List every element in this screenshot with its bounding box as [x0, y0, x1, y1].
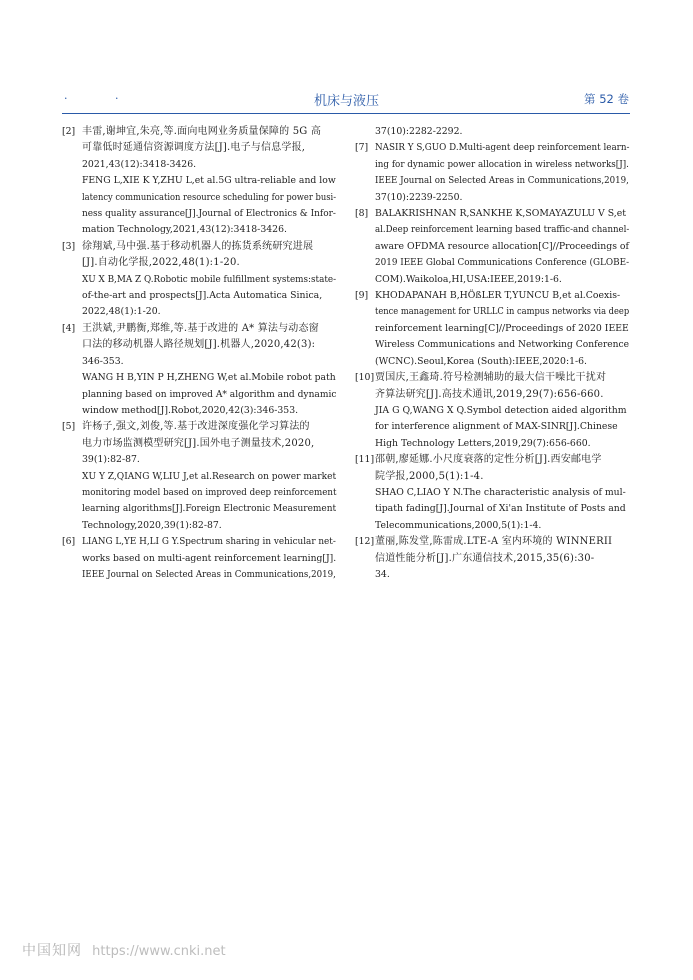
cnki-watermark	[22, 940, 226, 960]
reference-line: 齐算法研究[J].高技术通讯,2019,29(7):656-660.	[375, 388, 604, 400]
reference-line: planning based on improved A* algorithm and dynamic	[82, 388, 337, 400]
reference-line: XU Y Z,QIANG W,LIU J,et al.Research on power market	[82, 470, 337, 482]
reference-line: al.Deep reinforcement learning based traffic-and channel-	[375, 224, 630, 236]
header-dots: · ·	[64, 92, 141, 105]
reference-line: WANG H B,YIN P H,ZHENG W,et al.Mobile robot path	[82, 372, 336, 384]
reference-line: learning algorithms[J].Foreign Electronic Measurement	[82, 503, 337, 515]
volume-label: 第 52 卷	[584, 92, 629, 106]
reference-line: window method[J].Robot,2020,42(3):346-353.	[82, 404, 299, 416]
reference-line: 贾国庆,王鑫琦.符号检测辅助的最大信干噪比干扰对	[375, 372, 607, 384]
references-right-column	[355, 124, 629, 583]
reference-line: 院学报,2000,5(1):1-4.	[375, 470, 484, 482]
reference-number: [9]	[355, 290, 369, 302]
reference-entry	[62, 419, 336, 534]
reference-number: [8]	[355, 208, 369, 220]
reference-line: monitoring model based on improved deep reinforcement	[82, 486, 337, 498]
reference-number: [11]	[355, 454, 375, 466]
reference-line: IEEE Journal on Selected Areas in Communications,2019,	[82, 568, 336, 580]
reference-entry	[355, 370, 629, 452]
reference-line: FENG L,XIE K Y,ZHU L,et al.5G ultra-reliable and low	[82, 175, 336, 187]
reference-line: 王洪斌,尹鹏衡,郑维,等.基于改进的 A* 算法与动态窗	[82, 322, 319, 334]
reference-line: 徐翔斌,马中强.基于移动机器人的拣货系统研究进展	[82, 240, 314, 252]
reference-line: 2019 IEEE Global Communications Conference (GLOBE-	[375, 257, 630, 269]
reference-line: 37(10):2282-2292.	[375, 126, 463, 137]
reference-number: [10]	[355, 372, 375, 384]
reference-line: 34.	[375, 568, 390, 580]
reference-entry	[62, 321, 336, 419]
reference-entry	[62, 239, 336, 321]
reference-line: 丰雷,谢坤宜,朱亮,等.面向电网业务质量保障的 5G 高	[82, 126, 322, 137]
reference-number: [6]	[62, 536, 76, 548]
reference-line: for interference alignment of MAX-SINR[J].Chinese	[375, 421, 618, 433]
reference-line: Wireless Communications and Networking Conference	[375, 339, 630, 351]
cnki-url: https://www.cnki.net	[92, 944, 226, 959]
reference-line: 346-353.	[82, 355, 124, 367]
reference-entry	[355, 452, 629, 534]
reference-line: 可靠低时延通信资源调度方法[J].电子与信息学报,	[82, 142, 306, 154]
reference-line: tipath fading[J].Journal of Xi'an Institute of Posts and	[375, 503, 626, 515]
reference-line: 邵朝,廖延娜.小尺度衰落的定性分析[J].西安邮电学	[375, 454, 602, 466]
reference-line: 信道性能分析[J].广东通信技术,2015,35(6):30-	[375, 552, 595, 564]
reference-entry	[355, 534, 629, 583]
reference-line: aware OFDMA resource allocation[C]//Proceedings of	[375, 240, 629, 252]
reference-line: BALAKRISHNAN R,SANKHE K,SOMAYAZULU V S,et	[375, 208, 626, 220]
reference-line: 2022,48(1):1-20.	[82, 306, 161, 318]
reference-line: KHODAPANAH B,HÖßLER T,YUNCU B,et al.Coexis-	[375, 290, 621, 302]
reference-line: JIA G Q,WANG X Q.Symbol detection aided algorithm	[375, 404, 627, 416]
reference-line: reinforcement learning[C]//Proceedings of 2020 IEEE	[375, 322, 629, 334]
reference-number: [7]	[355, 142, 369, 154]
reference-line: Telecommunications,2000,5(1):1-4.	[375, 519, 542, 531]
reference-line: 37(10):2239-2250.	[375, 191, 463, 203]
reference-entry	[355, 140, 629, 206]
journal-title: 机床与液压	[313, 94, 379, 109]
reference-number: [12]	[355, 536, 375, 548]
reference-number: [5]	[62, 421, 76, 433]
reference-line: 董丽,陈发堂,陈雷成.LTE-A 室内环境的 WINNERII	[375, 536, 613, 548]
reference-line: (WCNC).Seoul,Korea (South):IEEE,2020:1-6.	[375, 355, 588, 367]
reference-line: SHAO C,LIAO Y N.The characteristic analysis of mul-	[375, 486, 626, 498]
reference-line: 39(1):82-87.	[82, 454, 140, 466]
reference-line: 2021,43(12):3418-3426.	[82, 158, 197, 170]
reference-line: tence management for URLLC in campus networks via deep	[375, 306, 630, 318]
reference-line: COM).Waikoloa,HI,USA:IEEE,2019:1-6.	[375, 273, 562, 285]
reference-entry	[62, 124, 336, 239]
reference-line: of-the-art and prospects[J].Acta Automatica Sinica,	[82, 290, 323, 302]
reference-line: 许杨子,强文,刘俊,等.基于改进深度强化学习算法的	[82, 421, 310, 433]
references-left-column	[62, 124, 336, 583]
reference-line: ness quality assurance[J].Journal of Electronics & Infor-	[82, 208, 336, 220]
reference-entry	[62, 534, 336, 583]
reference-line: ing for dynamic power allocation in wireless networks[J].	[375, 158, 629, 170]
reference-line: IEEE Journal on Selected Areas in Communications,2019,	[375, 175, 629, 187]
reference-line: latency communication resource scheduling for power busi-	[82, 191, 337, 203]
reference-entry	[355, 124, 629, 140]
page-header	[0, 90, 693, 112]
reference-entry	[355, 206, 629, 288]
reference-entry	[355, 288, 629, 370]
reference-line: LIANG L,YE H,LI G Y.Spectrum sharing in vehicular net-	[82, 536, 336, 548]
reference-line: NASIR Y S,GUO D.Multi-agent deep reinforcement learn-	[375, 142, 630, 154]
reference-number: [3]	[62, 240, 76, 252]
reference-line: works based on multi-agent reinforcement learning[J].	[82, 552, 337, 564]
reference-line: 口法的移动机器人路径规划[J].机器人,2020,42(3):	[82, 339, 316, 351]
reference-number: [2]	[62, 126, 76, 137]
reference-line: High Technology Letters,2019,29(7):656-660.	[375, 437, 591, 449]
header-rule	[62, 113, 630, 114]
reference-number: [4]	[62, 322, 76, 334]
reference-line: [J].自动化学报,2022,48(1):1-20.	[82, 257, 240, 269]
cnki-brand: 中国知网	[22, 943, 82, 959]
reference-line: 电力市场监测模型研究[J].国外电子测量技术,2020,	[82, 437, 315, 449]
reference-line: mation Technology,2021,43(12):3418-3426.	[82, 224, 287, 236]
reference-line: XU X B,MA Z Q.Robotic mobile fulfillment systems:state-	[82, 273, 337, 285]
reference-line: Technology,2020,39(1):82-87.	[82, 519, 222, 531]
